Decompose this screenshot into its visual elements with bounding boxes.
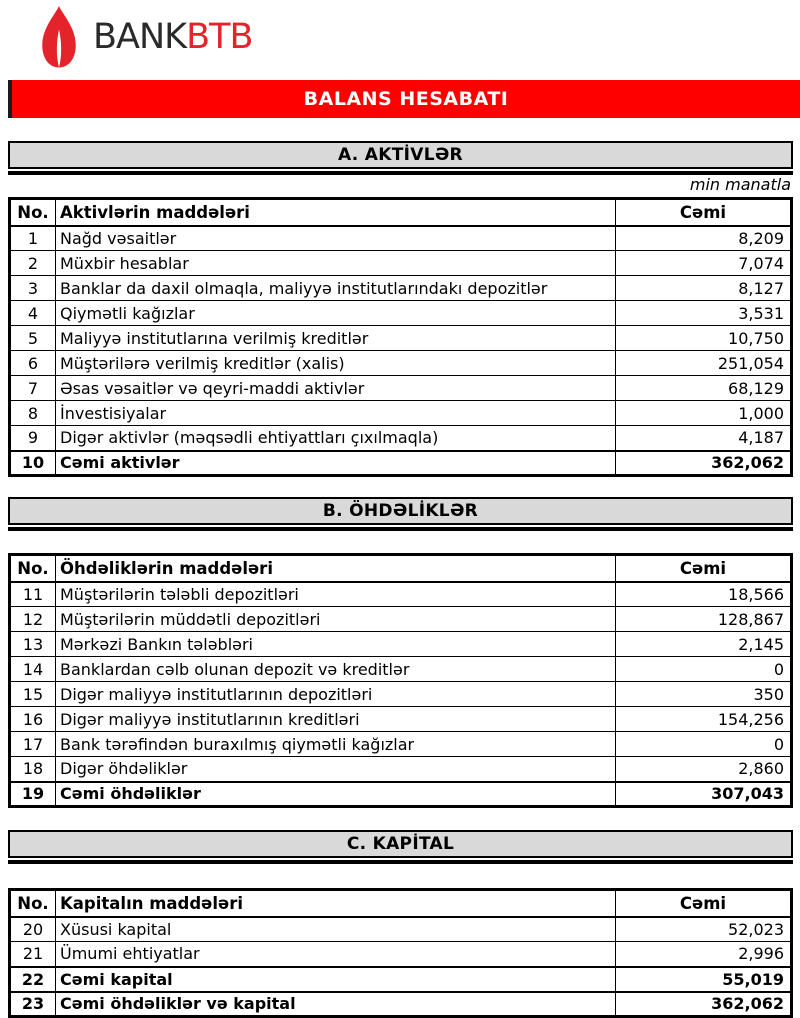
table-row [10,376,792,401]
table-row [10,401,792,426]
table-row [10,942,792,967]
row-value-cell: 55,019 [616,967,792,992]
row-item-cell: Banklardan cəlb olunan depozit və kreditlər [56,657,616,682]
section-title-liabilities: B. ÖHDƏLİKLƏR [322,501,479,521]
table-row [10,426,792,451]
column-header-total: Cəmi [616,890,792,917]
wordmark-btb: BTB [186,16,253,57]
row-value-cell: 10,750 [616,326,792,351]
unit-note: min manatla [689,175,791,194]
row-value-cell: 7,074 [616,251,792,276]
row-value-cell: 154,256 [616,707,792,732]
row-item-cell: Cəmi öhdəliklər və kapital [56,992,616,1017]
table-total-row [10,992,792,1017]
row-value-cell: 8,127 [616,276,792,301]
row-item-cell: Müştərilərə verilmiş kreditlər (xalis) [56,351,616,376]
row-value-cell: 362,062 [616,451,792,476]
row-item-cell: Cəmi kapital [56,967,616,992]
report-title: BALANS HESABATI [303,88,509,110]
balance-table [8,888,793,1018]
table-total-row [10,967,792,992]
table-header-row [10,199,792,226]
table-row [10,582,792,607]
section-header-capital [8,830,793,864]
row-number-cell: 21 [10,942,56,967]
row-item-cell: Nağd vəsaitlər [56,226,616,251]
bank-wordmark [93,16,253,57]
row-item-cell: Digər öhdəliklər [56,757,616,782]
row-value-cell: 251,054 [616,351,792,376]
table-row [10,707,792,732]
column-header-item: Kapitalın maddələri [56,890,616,917]
row-item-cell: Xüsusi kapital [56,917,616,942]
row-value-cell: 0 [616,732,792,757]
row-number-cell: 23 [10,992,56,1017]
row-value-cell: 52,023 [616,917,792,942]
row-item-cell: Əsas vəsaitlər və qeyri-maddi aktivlər [56,376,616,401]
row-number-cell: 5 [10,326,56,351]
assets-table [8,197,793,477]
row-number-cell: 6 [10,351,56,376]
table-row [10,326,792,351]
section-title-capital: C. KAPİTAL [346,834,455,854]
row-item-cell: Qiymətli kağızlar [56,301,616,326]
table-total-row [10,782,792,807]
row-number-cell: 3 [10,276,56,301]
row-item-cell: Müxbir hesablar [56,251,616,276]
row-number-cell: 4 [10,301,56,326]
row-number-cell: 19 [10,782,56,807]
table-row [10,226,792,251]
row-value-cell: 18,566 [616,582,792,607]
section-header-liabilities [8,497,793,531]
column-header-item: Öhdəliklərin maddələri [56,555,616,582]
row-value-cell: 2,996 [616,942,792,967]
row-item-cell: Bank tərəfindən buraxılmış qiymətli kağızlar [56,732,616,757]
wordmark-bank: BANK [93,16,187,57]
table-header-row [10,890,792,917]
column-header-no: No. [10,199,56,226]
flame-icon [34,6,84,68]
row-value-cell: 4,187 [616,426,792,451]
table-row [10,917,792,942]
row-value-cell: 362,062 [616,992,792,1017]
section-header-assets-bar [8,141,793,169]
table-row [10,657,792,682]
row-number-cell: 13 [10,632,56,657]
row-value-cell: 350 [616,682,792,707]
row-item-cell: Digər maliyyə institutlarının depozitləri [56,682,616,707]
row-item-cell: İnvestisiyalar [56,401,616,426]
row-item-cell: Müştərilərin müddətli depozitləri [56,607,616,632]
row-number-cell: 12 [10,607,56,632]
capital-table [8,888,793,1018]
liabilities-table [8,553,793,808]
column-header-total: Cəmi [616,199,792,226]
table-row [10,351,792,376]
row-value-cell: 2,145 [616,632,792,657]
row-value-cell: 0 [616,657,792,682]
row-item-cell: Müştərilərin tələbli depozitləri [56,582,616,607]
row-number-cell: 10 [10,451,56,476]
row-number-cell: 15 [10,682,56,707]
row-value-cell: 3,531 [616,301,792,326]
row-number-cell: 2 [10,251,56,276]
section-title-assets: A. AKTİVLƏR [338,145,463,165]
row-number-cell: 8 [10,401,56,426]
table-header-row [10,555,792,582]
table-row [10,607,792,632]
row-number-cell: 18 [10,757,56,782]
table-row [10,276,792,301]
section-header-capital-bar [8,830,793,858]
row-number-cell: 16 [10,707,56,732]
row-number-cell: 9 [10,426,56,451]
report-title-banner [8,80,800,118]
column-header-no: No. [10,555,56,582]
table-row [10,682,792,707]
row-number-cell: 14 [10,657,56,682]
row-item-cell: Mərkəzi Bankın tələbləri [56,632,616,657]
row-number-cell: 22 [10,967,56,992]
row-item-cell: Digər maliyyə institutlarının kreditləri [56,707,616,732]
row-item-cell: Banklar da daxil olmaqla, maliyyə institutlarındakı depozitlər [56,276,616,301]
balance-table [8,553,793,808]
row-number-cell: 7 [10,376,56,401]
balance-table [8,197,793,477]
row-number-cell: 17 [10,732,56,757]
table-row [10,632,792,657]
table-row [10,301,792,326]
row-item-cell: Cəmi öhdəliklər [56,782,616,807]
table-row [10,732,792,757]
row-value-cell: 8,209 [616,226,792,251]
column-header-total: Cəmi [616,555,792,582]
row-item-cell: Digər aktivlər (məqsədli ehtiyattları çıxılmaqla) [56,426,616,451]
table-row [10,757,792,782]
row-item-cell: Cəmi aktivlər [56,451,616,476]
row-value-cell: 1,000 [616,401,792,426]
table-total-row [10,451,792,476]
row-number-cell: 1 [10,226,56,251]
column-header-no: No. [10,890,56,917]
section-header-liabilities-bar [8,497,793,525]
row-number-cell: 11 [10,582,56,607]
row-value-cell: 68,129 [616,376,792,401]
column-header-item: Aktivlərin maddələri [56,199,616,226]
table-row [10,251,792,276]
row-item-cell: Maliyyə institutlarına verilmiş kreditlər [56,326,616,351]
bank-logo [34,6,253,68]
section-header-assets [8,141,793,175]
row-value-cell: 2,860 [616,757,792,782]
row-item-cell: Ümumi ehtiyatlar [56,942,616,967]
row-value-cell: 128,867 [616,607,792,632]
row-number-cell: 20 [10,917,56,942]
row-value-cell: 307,043 [616,782,792,807]
